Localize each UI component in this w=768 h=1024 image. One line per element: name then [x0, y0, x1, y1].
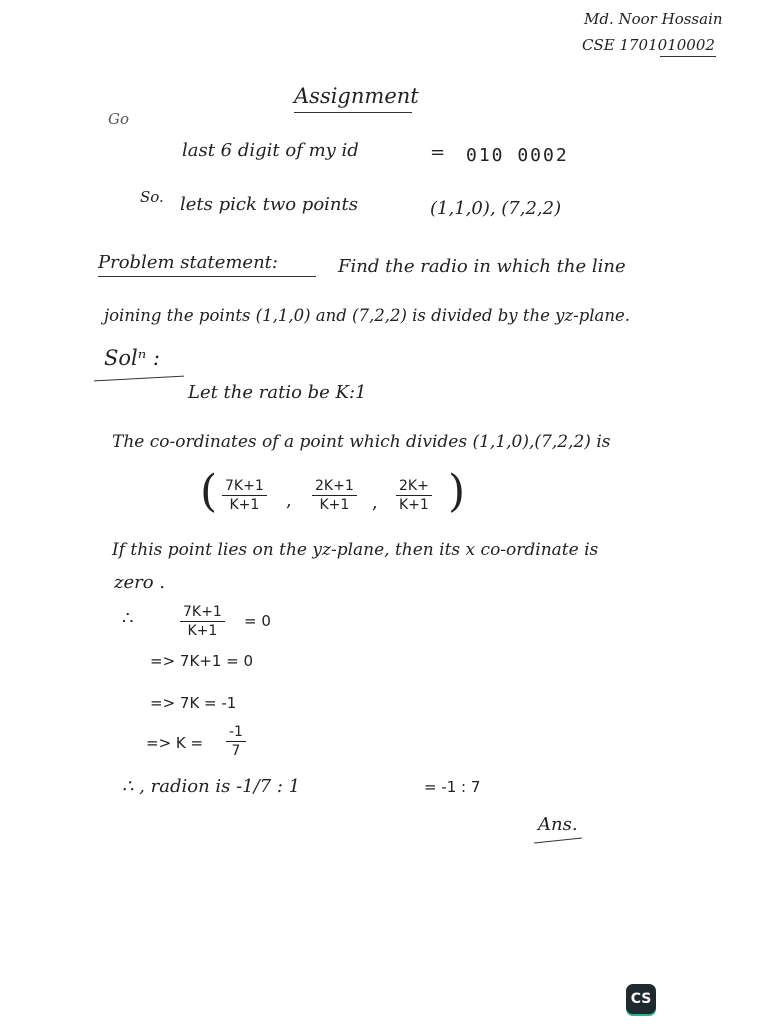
coord-z-den: K+1	[399, 497, 429, 513]
step4-den: 7	[231, 743, 241, 759]
coordinates-line: The co-ordinates of a point which divides (1,1,0),(7,2,2) is	[112, 432, 611, 452]
let-ratio-line: Let the ratio be K:1	[188, 382, 367, 403]
ratio-line: ∴ , radion is -1/7 : 1	[122, 776, 301, 797]
ratio-result: = -1 : 7	[424, 778, 481, 796]
margin-mark: Go	[108, 110, 130, 128]
step3: => 7K = -1	[150, 694, 237, 712]
coord-y-fraction	[312, 478, 357, 513]
step1-fraction	[180, 604, 225, 639]
id-digits: 010 0002	[466, 145, 569, 166]
so-label: So.	[140, 188, 164, 206]
left-paren: (	[200, 466, 218, 517]
step1-rhs: = 0	[244, 612, 271, 630]
step4-lhs: => K =	[146, 734, 204, 752]
solution-label: Solⁿ :	[104, 346, 161, 370]
if-line-1: If this point lies on the yz-plane, then its x co-ordinate is	[112, 540, 599, 560]
step1-den: K+1	[187, 623, 218, 639]
comma-2: ,	[372, 492, 378, 513]
step1-num: 7K+1	[180, 604, 225, 622]
coord-y-den: K+1	[319, 497, 350, 513]
answer-label: Ans.	[538, 814, 578, 835]
coord-x-den: K+1	[229, 497, 260, 513]
answer-underline	[534, 837, 582, 843]
id-line-prefix: last 6 digit of my id	[182, 140, 359, 161]
author-name: Md. Noor Hossain	[584, 10, 723, 28]
step4-fraction	[226, 724, 246, 759]
if-line-2: zero .	[114, 572, 166, 593]
right-paren: )	[448, 466, 466, 517]
picked-points: (1,1,0), (7,2,2)	[430, 198, 562, 219]
id-line-eq: =	[430, 142, 446, 163]
page-title: Assignment	[294, 84, 419, 108]
therefore-symbol: ∴	[122, 608, 134, 629]
comma-1: ,	[286, 490, 292, 511]
problem-line-2: joining the points (1,1,0) and (7,2,2) is divided by the yz-plane.	[104, 306, 631, 325]
problem-line-1: Find the radio in which the line	[338, 256, 626, 277]
coord-x-num: 7K+1	[222, 478, 267, 496]
step2: => 7K+1 = 0	[150, 652, 254, 670]
author-id: CSE 1701010002	[582, 36, 715, 54]
problem-label-underline	[98, 276, 316, 277]
step4-num: -1	[226, 724, 246, 742]
coord-y-num: 2K+1	[312, 478, 357, 496]
problem-label: Problem statement:	[98, 252, 278, 273]
id-underline	[660, 56, 716, 57]
pick-points-text: lets pick two points	[180, 194, 358, 215]
title-underline	[294, 112, 412, 113]
coord-z-num: 2K+	[396, 478, 432, 496]
camscanner-logo	[626, 984, 656, 1014]
solution-underline	[94, 376, 184, 382]
coord-x-fraction	[222, 478, 267, 513]
camscanner-logo-text: CS	[630, 991, 652, 1007]
coord-z-fraction	[396, 478, 432, 513]
